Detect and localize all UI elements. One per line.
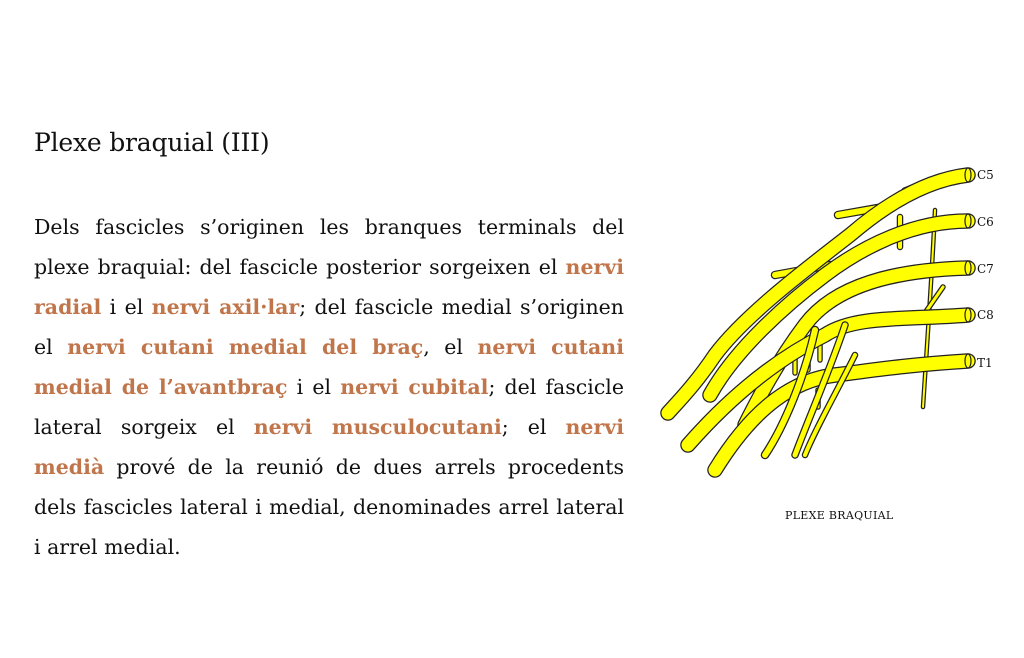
highlighted-nerve-term: nervi cutani medial de l’avantbraç xyxy=(34,335,624,399)
paragraph-text: prové de la reunió de dues arrels procedents dels fascicles lateral i medial, denominades arrel lateral i arrel medial. xyxy=(34,455,624,559)
highlighted-nerve-term: nervi medià xyxy=(34,415,624,479)
root-end-cap-3 xyxy=(965,261,971,275)
root-label-t1: T1 xyxy=(977,356,993,370)
root-end-cap-2 xyxy=(965,214,971,228)
paragraph-text: ; del fascicle lateral sorgeix el xyxy=(34,375,624,439)
brachial-plexus-illustration xyxy=(655,155,1005,495)
highlighted-nerve-term: nervi musculocutani xyxy=(253,415,502,439)
paragraph-text: , el xyxy=(423,335,478,359)
root-label-c8: C8 xyxy=(977,308,994,322)
root-label-c6: C6 xyxy=(977,215,994,229)
root-end-cap-4 xyxy=(965,308,971,322)
root-end-cap-1 xyxy=(965,168,971,182)
paragraph-text: Dels fascicles s’originen les branques terminals del plexe braquial: del fascicle posterior sorgeixen el xyxy=(34,215,624,279)
paragraph-text: i el xyxy=(287,375,341,399)
page-title: Plexe braquial (III) xyxy=(34,128,270,157)
highlighted-nerve-term: nervi radial xyxy=(34,255,624,319)
paragraph-text: ; el xyxy=(501,415,566,439)
root-label-c7: C7 xyxy=(977,262,994,276)
highlighted-nerve-term: nervi axil·lar xyxy=(151,295,300,319)
paragraph-text: i el xyxy=(101,295,152,319)
highlighted-nerve-term: nervi cubital xyxy=(340,375,489,399)
brachial-plexus-figure xyxy=(655,155,1005,535)
root-end-cap-5 xyxy=(965,354,971,368)
root-label-c5: C5 xyxy=(977,168,994,182)
body-paragraph xyxy=(34,207,624,567)
highlighted-nerve-term: nervi cutani medial del braç xyxy=(67,335,424,359)
paragraph-text: ; del fascicle medial s’originen el xyxy=(34,295,624,359)
figure-caption: PLEXE BRAQUIAL xyxy=(785,509,894,522)
